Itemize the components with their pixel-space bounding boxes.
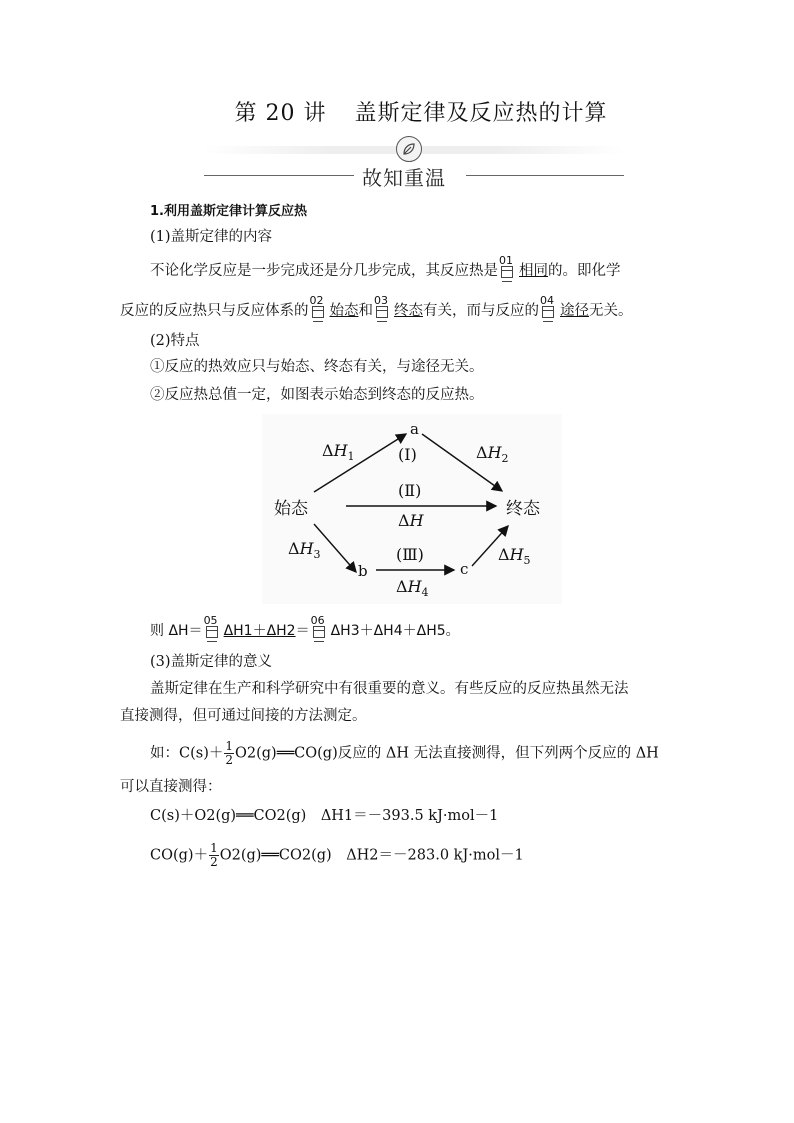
section-banner [204,134,624,190]
answer-blank-icon: 06 [312,620,328,638]
feature-item: ②反应热总值一定，如图表示始态到终态的反应热。 [150,387,484,403]
leaf-icon [396,136,422,162]
answer-text: ΔH3＋ΔH4＋ΔH5 [330,623,446,639]
reaction-2: CO(g)＋ $\frac{1}{2}$ O2(g)══CO2(g) ΔH2＝－283.0 kJ·mol－1 [150,841,524,869]
paragraph-line: 直接测得，但可通过间接的方法测定。 [120,708,367,724]
label-dh: ΔH [398,511,424,530]
feature-item: ①反应的热效应只与始态、终态有关，与途径无关。 [150,359,484,375]
node-end: 终态 [506,499,540,519]
lesson-title: 盖斯定律及反应热的计算 [354,101,608,126]
answer-text: 始态 [329,303,359,319]
subheading-features: (2)特点 [150,333,200,349]
answer-text: 相同 [519,263,548,279]
label-dh5: $\Delta H_5$ [498,545,531,567]
label-dh3: $\Delta H_3$ [288,539,321,561]
answer-text: ΔH1＋ΔH2 [223,623,296,639]
hess-diagram [262,414,562,604]
equation-line: 则 ΔH＝ 05 ΔH1＋ΔH2＝ 06 ΔH3＋ΔH4＋ΔH5。 [150,620,460,641]
fraction: $\frac{1}{2}$ [225,739,233,767]
reaction-1: C(s)＋O2(g)══CO2(g) ΔH1＝－393.5 kJ·mol－1 [150,808,499,824]
paragraph-line: 盖斯定律在生产和科学研究中有很重要的意义。有些反应的反应热虽然无法 [150,681,629,697]
label-dh1: $\Delta H_1$ [322,441,355,463]
label-path2: (Ⅱ) [398,481,422,500]
answer-blank-icon: 05 [205,620,221,638]
equation-prefix: 则 ΔH＝ [150,623,203,639]
example-line: 如：C(s)＋ $\frac{1}{2}$ O2(g)══CO(g)反应的 ΔH 无法直接测得，但下列两个反应的 ΔH [150,739,659,767]
banner-rule-right [466,175,624,176]
subheading-content: (1)盖斯定律的内容 [150,229,273,245]
node-c: c [460,560,469,578]
node-a: a [410,420,419,438]
section-heading: 1.利用盖斯定律计算反应热 [150,204,307,219]
label-path1: (Ⅰ) [398,445,417,464]
banner-text: 故知重温 [362,166,446,190]
lesson-number: 第 20 讲 [234,101,327,126]
page-title [0,96,794,127]
fraction: $\frac{1}{2}$ [210,841,218,869]
answer-blank-icon: 04 [541,300,557,318]
answer-blank-icon: 03 [375,300,391,318]
label-dh2: $\Delta H_2$ [476,443,509,465]
paragraph-line: 可以直接测得： [120,779,222,795]
answer-blank-icon: 02 [311,300,327,318]
answer-blank-icon: 01 [500,260,516,278]
paragraph-line: 不论化学反应是一步完成还是分几步完成，其反应热是 01 相同的。即化学 [150,260,621,281]
label-dh4: $\Delta H_4$ [396,577,429,599]
subheading-significance: (3)盖斯定律的意义 [150,654,273,670]
paragraph-line: 反应的反应热只与反应体系的 02 始态和 03 终态有关，而与反应的 04 途径无关。 [120,300,633,321]
label-path3: (Ⅲ) [396,545,424,564]
answer-text: 途径 [560,303,589,319]
node-b: b [358,562,368,580]
node-start: 始态 [274,499,308,519]
banner-rule-left [204,175,354,176]
answer-text: 终态 [394,303,423,319]
